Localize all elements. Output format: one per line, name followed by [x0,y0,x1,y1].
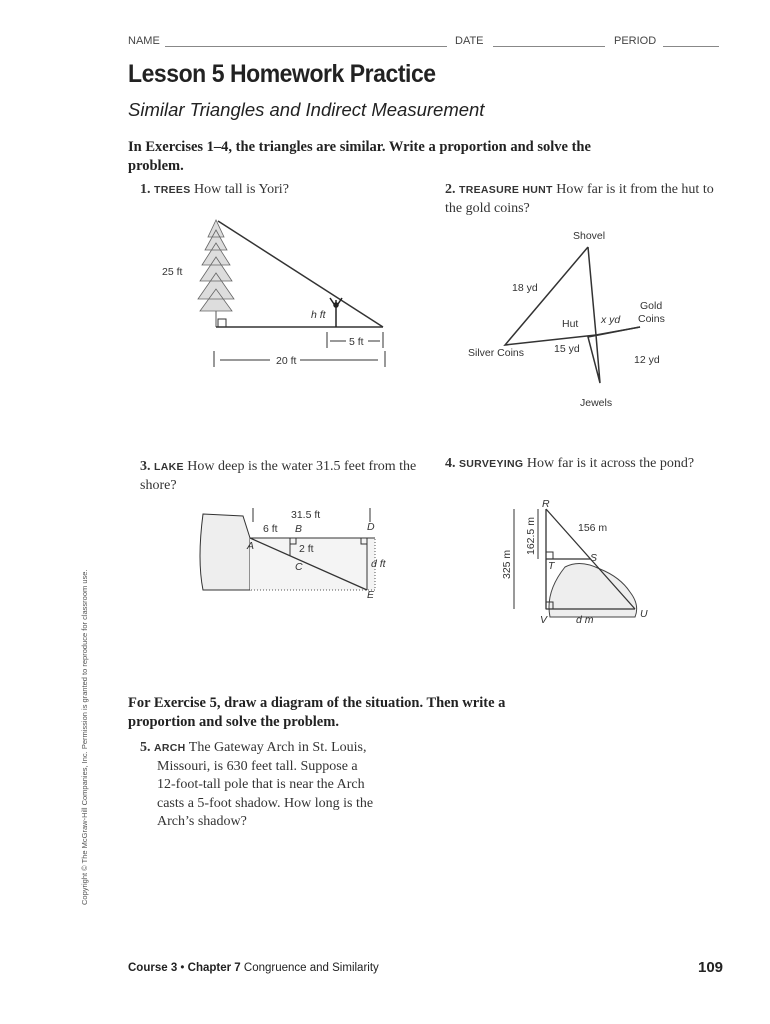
point-v-label: V [540,614,548,626]
point-c-label: C [295,561,303,573]
shovel-label: Shovel [573,230,606,242]
x-label: x yd [601,314,621,326]
period-label: PERIOD [614,35,657,47]
exercise-text: How far is it across the pond? [526,456,695,471]
point-t-label: T [548,560,555,572]
treasure-figure [460,225,700,415]
silver-coins-label: Silver Coins [468,347,525,359]
page-number: 109 [698,959,724,976]
page-subtitle: Similar Triangles and Indirect Measurement [128,99,485,120]
tree-height-label: 25 ft [162,266,183,278]
exercise-text: How tall is Yori? [194,182,289,197]
rv-label: 325 m [501,549,513,579]
depth-label: d ft [371,558,386,570]
point-e-label: E [367,589,375,601]
small-length-label: 6 ft [263,523,278,535]
exercise-5 [140,739,430,832]
person-height-label: h ft [311,309,326,321]
copyright-notice: Copyright © The McGraw-Hill Companies, Inc. Permission is granted to reproduce for classroom use. [80,569,89,905]
exercise-1 [140,181,420,200]
point-u-label: U [640,608,648,620]
exercise-text: How deep is the water 31.5 feet from the shore? [140,459,417,493]
footer-course-label: Course 3 [128,962,178,974]
person-icon [330,298,342,327]
exercise-number: 3. [140,459,151,474]
exercise-3 [140,458,420,495]
top-length-label: 31.5 ft [291,509,321,521]
exercise-caption: ARCH [154,742,186,754]
exercise-number: 5. [140,740,151,755]
exercise-line: Arch’s shadow? [157,814,247,829]
instructions-2: For Exercise 5, draw a diagram of the situation. Then write a proportion and solve the problem. [128,695,506,730]
gold-label: Gold [640,300,663,312]
exercise-line: 12-foot-tall pole that is near the Arch [157,777,365,792]
exercise-number: 2. [445,182,456,197]
vu-label: d m [576,614,594,626]
hut-label: Hut [562,318,579,330]
name-label: NAME [128,35,160,47]
date-label: DATE [455,35,484,47]
exercise-2 [445,181,720,218]
exercise-number: 4. [445,456,456,471]
exercise-4 [445,455,720,474]
point-b-label: B [295,523,303,535]
period-line [663,46,719,47]
small-shadow-label: 5 ft [349,336,364,348]
d3-label: 15 yd [554,343,580,355]
date-line [493,46,605,47]
point-a-label: A [247,540,255,552]
exercise-caption: TREASURE HUNT [459,184,553,196]
large-shadow-label: 20 ft [276,355,297,367]
footer-chapter-label: Chapter 7 [187,962,241,974]
surveying-figure [490,497,660,627]
exercise-line: casts a 5-foot shadow. How long is the [157,795,374,811]
d4-label: 12 yd [634,354,660,366]
point-r-label: R [542,498,550,510]
exercise-caption: TREES [154,184,191,196]
instructions-1: In Exercises 1–4, the triangles are similar. Write a proportion and solve the problem. [128,139,591,174]
footer-bullet: • [180,962,185,974]
footer-chapter-title: Congruence and Similarity [243,962,379,974]
jewels-label: Jewels [580,397,613,409]
rs-label: 156 m [578,522,608,534]
point-s-label: S [590,552,598,564]
exercise-caption: LAKE [154,461,184,473]
coins-label: Coins [638,313,665,325]
lake-figure [195,500,395,605]
d1-label: 18 yd [512,282,538,294]
exercise-text: How far is it from the hut to the gold coins? [445,182,714,216]
exercise-line: The Gateway Arch in St. Louis, [188,740,367,755]
name-line [165,46,447,47]
point-d-label: D [367,521,375,533]
exercise-caption: SURVEYING [459,458,524,470]
page-title: Lesson 5 Homework Practice [128,60,436,88]
footer-course [128,962,379,974]
exercise-number: 1. [140,182,151,197]
tree-icon [198,220,234,327]
exercise-line: Missouri, is 630 feet tall. Suppose a [157,758,358,774]
trees-figure [150,215,410,375]
small-depth-label: 2 ft [299,543,314,555]
rt-label: 162.5 m [525,517,537,555]
